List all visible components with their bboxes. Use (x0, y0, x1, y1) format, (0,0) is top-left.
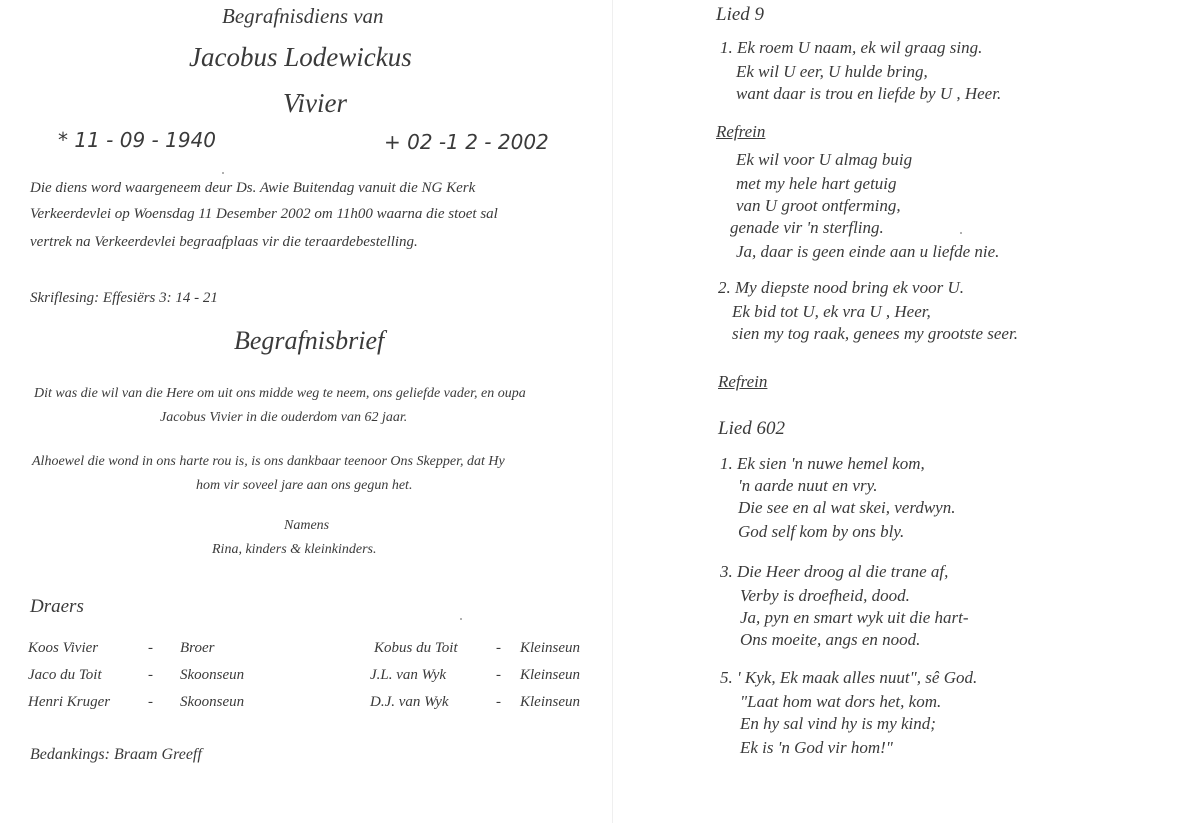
hymn-line: 'n aarde nuut en vry. (738, 476, 878, 495)
thanks-line: Bedankings: Braam Greeff (30, 746, 202, 763)
letter-line-3: Alhoewel die wond in ons harte rou is, is ons dankbaar teenoor Ons Skepper, dat Hy (32, 454, 505, 469)
bearer-name: D.J. van Wyk (370, 694, 449, 710)
bearer-name: J.L. van Wyk (370, 667, 447, 683)
hymn-line: 1. Ek sien 'n nuwe hemel kom, (720, 454, 925, 473)
bearer-separator: - (148, 667, 153, 683)
bearer-separator: - (148, 694, 153, 710)
bearers-heading: Draers (30, 596, 84, 617)
refrain-line: van U groot ontferming, (736, 196, 901, 215)
bearer-name: Jaco du Toit (28, 667, 102, 683)
bearer-separator: - (496, 694, 501, 710)
refrain-line: Ek wil voor U almag buig (736, 150, 913, 169)
hymn-line: want daar is trou en liefde by U , Heer. (736, 84, 1002, 103)
bearer-name: Kobus du Toit (374, 640, 458, 656)
bearer-name: Henri Kruger (28, 694, 111, 710)
bearer-role: Kleinseun (520, 694, 580, 710)
hymn-line: 3. Die Heer droog al die trane af, (720, 562, 949, 581)
deceased-first-names: Jacobus Lodewickus (189, 42, 412, 72)
letter-line-2: Jacobus Vivier in die ouderdom van 62 jaar. (160, 410, 408, 425)
letter-line-1: Dit was die wil van die Here om uit ons midde weg te neem, ons geliefde vader, en oupa (34, 386, 526, 401)
bearer-separator: - (148, 640, 153, 656)
hymn-line: Ek bid tot U, ek vra U , Heer, (732, 302, 931, 321)
hymn-line: God self kom by ons bly. (738, 522, 905, 541)
print-speck (222, 172, 224, 174)
refrain-label: Refrein (716, 122, 766, 141)
letter-line-4: hom vir soveel jare aan ons gegun het. (196, 478, 413, 493)
hymn-9-heading: Lied 9 (716, 4, 765, 25)
scripture-reading: Skriflesing: Effesiërs 3: 14 - 21 (30, 290, 218, 306)
right-page (620, 0, 1200, 823)
service-line-1: Die diens word waargeneem deur Ds. Awie Buitendag vanuit die NG Kerk (30, 180, 476, 196)
hymn-line: Die see en al wat skei, verdwyn. (738, 498, 956, 517)
hymn-line: Ek wil U eer, U hulde bring, (736, 62, 928, 81)
bearer-separator: - (496, 667, 501, 683)
print-speck (960, 232, 962, 234)
death-date: + 02 -1 2 - 2002 (384, 130, 549, 154)
bearer-role: Kleinseun (520, 640, 580, 656)
bearer-role: Skoonseun (180, 667, 245, 683)
letter-heading: Begrafnisbrief (234, 326, 385, 355)
hymn-line: En hy sal vind hy is my kind; (740, 714, 936, 733)
hymn-line: 1. Ek roem U naam, ek wil graag sing. (720, 38, 983, 57)
service-line-3: vertrek na Verkeerdevlei begraafplaas vir die teraardebestelling. (30, 234, 418, 250)
birth-date: * 11 - 09 - 1940 (58, 128, 217, 152)
hymn-line: Ons moeite, angs en nood. (740, 630, 921, 649)
bearer-separator: - (496, 640, 501, 656)
service-title: Begrafnisdiens van (222, 4, 384, 28)
refrain-line: met my hele hart getuig (736, 174, 897, 193)
bearer-name: Koos Vivier (28, 640, 99, 656)
hymn-line: 2. My diepste nood bring ek voor U. (718, 278, 964, 297)
hymn-line: Verby is droefheid, dood. (740, 586, 910, 605)
bearer-role: Skoonseun (180, 694, 245, 710)
hymn-line: sien my tog raak, genees my grootste seer. (732, 324, 1018, 343)
refrain-label: Refrein (718, 372, 768, 391)
hymn-602-heading: Lied 602 (718, 418, 786, 439)
letter-sign-2: Rina, kinders & kleinkinders. (212, 542, 377, 557)
refrain-line: Ja, daar is geen einde aan u liefde nie. (736, 242, 1000, 261)
service-line-2: Verkeerdevlei op Woensdag 11 Desember 2002 om 11h00 waarna die stoet sal (30, 206, 498, 222)
hymn-line: 5. ' Kyk, Ek maak alles nuut", sê God. (720, 668, 978, 687)
refrain-line: genade vir 'n sterfling. (730, 218, 884, 237)
bearer-role: Kleinseun (520, 667, 580, 683)
letter-sign-1: Namens (284, 518, 330, 533)
hymn-line: "Laat hom wat dors het, kom. (740, 692, 942, 711)
deceased-surname: Vivier (283, 88, 347, 118)
print-speck (460, 618, 462, 620)
hymn-line: Ek is 'n God vir hom!" (740, 738, 893, 757)
bearer-role: Broer (180, 640, 215, 656)
hymn-line: Ja, pyn en smart wyk uit die hart- (740, 608, 969, 627)
